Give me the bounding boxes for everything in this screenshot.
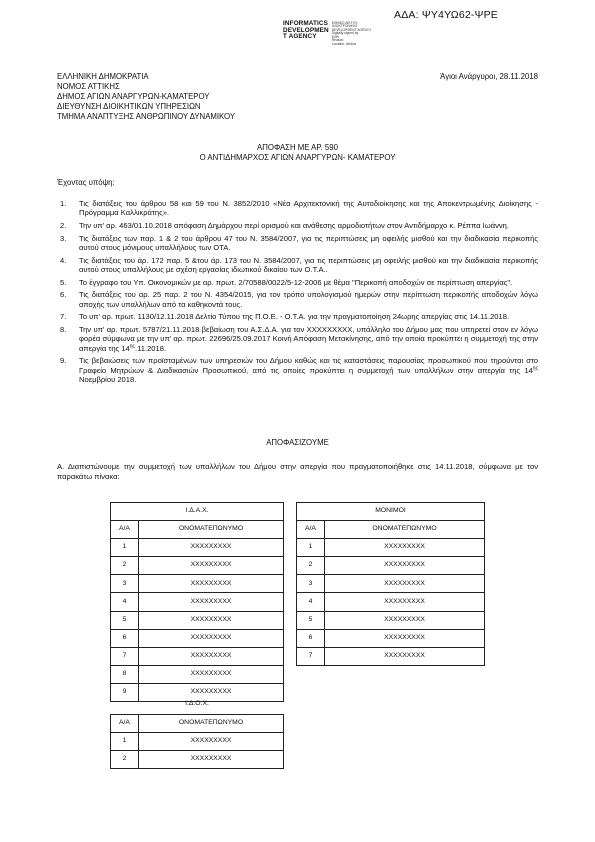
list-item (57, 221, 538, 230)
ordinal-superscript: ης (532, 365, 538, 372)
list-item (57, 312, 538, 321)
logo-small-line: Location: Athens (331, 41, 357, 46)
considerations-list (57, 199, 538, 388)
table-row (111, 539, 284, 557)
item-text: Τις βεβαιώσεις των προϊσταμένων των υπηρεσιών του Δήμου καθώς και τις καταστάσεις παρουσίας προσωπικού που τηρούνται στο Γραφείο Μητρώων & Διαδικασιών Προσωπικού, από τις οποίες προκύπτει η συμμετοχή των υπαλλήλων στην απεργία της 14 (79, 356, 538, 375)
cell-number: 1 (111, 732, 139, 750)
cell-name: ΧΧΧΧΧΧΧΧΧ (325, 629, 485, 647)
item-number: 9. (60, 356, 67, 366)
list-item (57, 199, 538, 218)
item-number: 6. (60, 290, 67, 300)
logo-small-line: DEVELOPMENT AGENCY (331, 27, 372, 32)
item-text: Την υπ' αρ. 463/01.10.2018 απόφαση Δημάρχου περί ορισμού και ανάθεσης αρμοδιοτήτων στον Αντιδήμαρχο κ. Ρέππα Ιωάννη. (79, 221, 510, 230)
decision-number: ΑΠΟΦΑΣΗ ΜΕ ΑΡ. 590 (257, 143, 338, 152)
table-row (111, 611, 284, 629)
cell-number: 2 (297, 557, 325, 575)
cell-number: 2 (111, 557, 139, 575)
cell-number: 6 (297, 629, 325, 647)
logo-small-line: ΗΛΕΚΤΡΟΝΙΚΗΣ (331, 24, 358, 29)
table-row (111, 750, 284, 768)
table-row (111, 557, 284, 575)
logo-words (283, 21, 329, 46)
decision-issuer: Ο ΑΝΤΙΔΗΜΑΡΧΟΣ ΑΓΙΩΝ ΑΝΑΡΓΥΡΩΝ- ΚΑΜΑΤΕΡΟΥ (199, 153, 396, 163)
logo-word: T AGENCY (283, 33, 317, 41)
item-number: 8. (60, 324, 67, 334)
cell-number: 4 (111, 593, 139, 611)
cell-name: ΧΧΧΧΧΧΧΧΧ (139, 629, 284, 647)
logo-small-line: Reason: (331, 38, 345, 43)
cell-number: 8 (111, 665, 139, 683)
column-header-name: ΟΝΟΜΑΤΕΠΩΝΥΜΟ (139, 714, 284, 732)
list-item (57, 278, 538, 287)
column-header-number: Α/Α (111, 521, 139, 539)
list-item (57, 256, 538, 275)
item-text-tail: Νοεμβρίου 2018. (79, 375, 137, 384)
table-caption: Ι.Δ.Α.Χ. (111, 503, 284, 521)
item-text: Τις διατάξεις του άρθρου 58 και 59 του Ν. 3852/2010 «Νέα Αρχιτεκτονική της Αυτοδιοίκησης και της Αποκεντρωμένης Διοίκησης - Πρόγραμμα Καλλικράτης». (79, 199, 538, 218)
item-text-wrap (79, 356, 538, 384)
cell-number: 2 (111, 750, 139, 768)
table-row (297, 557, 485, 575)
table-caption: ΜΟΝΙΜΟΙ (297, 503, 485, 521)
cell-name: ΧΧΧΧΧΧΧΧΧ (139, 575, 284, 593)
table-row (297, 593, 485, 611)
place-date: Άγιοι Ανάργυροι, 28.11.2018 (440, 72, 538, 81)
signature-logo (283, 21, 371, 46)
cell-name: ΧΧΧΧΧΧΧΧΧ (139, 557, 284, 575)
cell-name: ΧΧΧΧΧΧΧΧΧ (325, 593, 485, 611)
item-text-tail: .11.2018. (134, 343, 167, 353)
cell-number: 9 (111, 683, 139, 701)
item-number: 5. (60, 277, 67, 287)
ada-code: ΑΔΑ: ΨΥ4ΥΩ62-ΨΡΕ (394, 9, 498, 21)
table-row (111, 575, 284, 593)
logo-small-line: ΕΘΝ (331, 34, 339, 39)
table-row (111, 629, 284, 647)
item-number: 2. (60, 221, 67, 230)
cell-number: 4 (297, 593, 325, 611)
authority-line: ΕΛΛΗΝΙΚΗ ΔΗΜΟΚΡΑΤΙΑ (57, 72, 149, 81)
table-row (297, 611, 485, 629)
authority-line: ΔΙΕΥΘΥΝΣΗ ΔΙΟΙΚΗΤΙΚΩΝ ΥΠΗΡΕΣΙΩΝ (57, 101, 201, 111)
cell-name: ΧΧΧΧΧΧΧΧΧ (325, 647, 485, 665)
cell-name: ΧΧΧΧΧΧΧΧΧ (139, 647, 284, 665)
cell-number: 3 (111, 575, 139, 593)
cell-name: ΧΧΧΧΧΧΧΧΧ (139, 683, 284, 701)
list-item (57, 290, 538, 309)
item-text: Τις διατάξεις του άρ. 172 παρ. 5 &του άρ. 173 του Ν. 3584/2007, για τις περιπτώσεις μη οφειλής μισθού και την διαδικασία περικοπής αυτού στους υπαλλήλους με σχέση εργασίας ιδιωτικού δικαίου των Ο.Τ.Α.. (79, 255, 538, 274)
cell-name: ΧΧΧΧΧΧΧΧΧ (139, 539, 284, 557)
cell-name: ΧΧΧΧΧΧΧΧΧ (325, 557, 485, 575)
authority-line: ΝΟΜΟΣ ΑΤΤΙΚΗΣ (57, 81, 120, 91)
decision-title (0, 143, 595, 163)
item-text: Την υπ' αρ. πρωτ. 5787/21.11.2018 βεβαίωση του Α.Σ.Δ.Α. για τον ΧΧΧΧΧΧΧΧΧ, υπάλληλο του Δήμου μας που υπηρετεί στον εν λόγω φορέα σύμφωνα με την υπ' αρ. πρωτ. 22696/25.09.2017 Κοινή Απόφαση Μετακίνησης, από την οποία προκύπτει η συμμετοχή της στην απεργία της 14 (79, 324, 538, 353)
cell-name: ΧΧΧΧΧΧΧΧΧ (325, 539, 485, 557)
item-number: 1. (60, 199, 67, 208)
item-number: 3. (60, 233, 67, 243)
cell-name: ΧΧΧΧΧΧΧΧΧ (139, 732, 284, 750)
item-text: Τις διατάξεις του αρ. 25 παρ. 2 του Ν. 4354/2015, για τον τρόπο υπολογισμού ημερών στην περίπτωση περικοπής αποδοχών λόγω αποχής των υπαλλήλων από τα καθηκοντά τους. (79, 290, 538, 309)
cell-name: ΧΧΧΧΧΧΧΧΧ (139, 750, 284, 768)
item-number: 7. (60, 312, 67, 322)
logo-word: INFORMATICS (283, 20, 329, 27)
table-row (111, 732, 284, 750)
item-text: Το υπ' αρ. πρωτ. 1130/12.11.2018 Δελτίο Τύπου της Π.Ο.Ε. - Ο.Τ.Α. για την πραγματοποίηση 24ωρης απεργίας στις 14.11.2018. (79, 312, 510, 322)
column-header-number: Α/Α (297, 521, 325, 539)
authority-line: ΤΜΗΜΑ ΑΝΑΠΤΥΞΗΣ ΑΝΘΡΩΠΙΝΟΥ ΔΥΝΑΜΙΚΟΥ (57, 111, 236, 121)
table-row (297, 539, 485, 557)
table-row (297, 647, 485, 665)
table-idox (110, 696, 284, 769)
cell-number: 1 (297, 539, 325, 557)
list-item (57, 356, 538, 384)
cell-number: 5 (297, 611, 325, 629)
table-caption: Ι.Δ.Ο.Χ. (111, 696, 284, 714)
list-item (57, 234, 538, 253)
item-text: Το έγγραφο του Υπ. Οικονομικών με αρ. πρωτ. 2/70588/0022/5-12-2006 με θέμα "Περικοπή αποδοχών σε περίπτωση απεργίας". (79, 277, 513, 287)
ordinal-superscript: ης (129, 343, 135, 350)
column-header-name: ΟΝΟΜΑΤΕΠΩΝΥΜΟ (325, 521, 485, 539)
table-row (111, 593, 284, 611)
cell-name: ΧΧΧΧΧΧΧΧΧ (139, 593, 284, 611)
cell-number: 5 (111, 611, 139, 629)
logo-word: DEVELOPMEN (283, 26, 329, 34)
we-decide-heading: ΑΠΟΦΑΣΙΖΟΥΜΕ (266, 438, 329, 447)
logo-small-line: ΕΘΝΙΚΟ ΔΙΚΤΥΟ (331, 21, 358, 25)
table-row (297, 629, 485, 647)
having-regard-heading: Έχοντας υπόψη: (57, 178, 115, 187)
cell-number: 7 (297, 647, 325, 665)
table-row (111, 665, 284, 683)
item-text: Τις διατάξεις των παρ. 1 & 2 του άρθρου 47 του Ν. 3584/2007, για τις περιπτώσεις μη οφειλής μισθού και την διαδικασία περικοπής αυτού στους μόνιμους υπαλλήλους των ΟΤΑ. (79, 233, 538, 252)
logo-small-line: Digitally signed by (331, 31, 359, 36)
cell-name: ΧΧΧΧΧΧΧΧΧ (139, 611, 284, 629)
cell-number: 6 (111, 629, 139, 647)
column-header-number: Α/Α (111, 714, 139, 732)
authority-line: ΔΗΜΟΣ ΑΓΙΩΝ ΑΝΑΡΓΥΡΩΝ-ΚΑΜΑΤΕΡΟΥ (57, 91, 210, 101)
item-text-wrap (79, 325, 538, 353)
item-number: 4. (60, 255, 67, 265)
cell-number: 3 (297, 575, 325, 593)
paragraph-a: Α. Διαπιστώνουμε την συμμετοχή των υπαλλήλων του Δήμου στην απεργία που πραγματοποιήθηκε στις 14.11.2018, σύμφωνα με τον παρακάτω πίνακα: (57, 462, 538, 481)
cell-name: ΧΧΧΧΧΧΧΧΧ (325, 611, 485, 629)
table-row (111, 647, 284, 665)
list-item (57, 325, 538, 353)
column-header-name: ΟΝΟΜΑΤΕΠΩΝΥΜΟ (139, 521, 284, 539)
logo-small-print (332, 21, 372, 46)
table-row (297, 575, 485, 593)
cell-number: 1 (111, 539, 139, 557)
table-monimoi (296, 502, 485, 666)
cell-name: ΧΧΧΧΧΧΧΧΧ (139, 665, 284, 683)
cell-number: 7 (111, 647, 139, 665)
table-idax (110, 502, 284, 702)
cell-name: ΧΧΧΧΧΧΧΧΧ (325, 575, 485, 593)
issuing-authority (57, 72, 235, 122)
